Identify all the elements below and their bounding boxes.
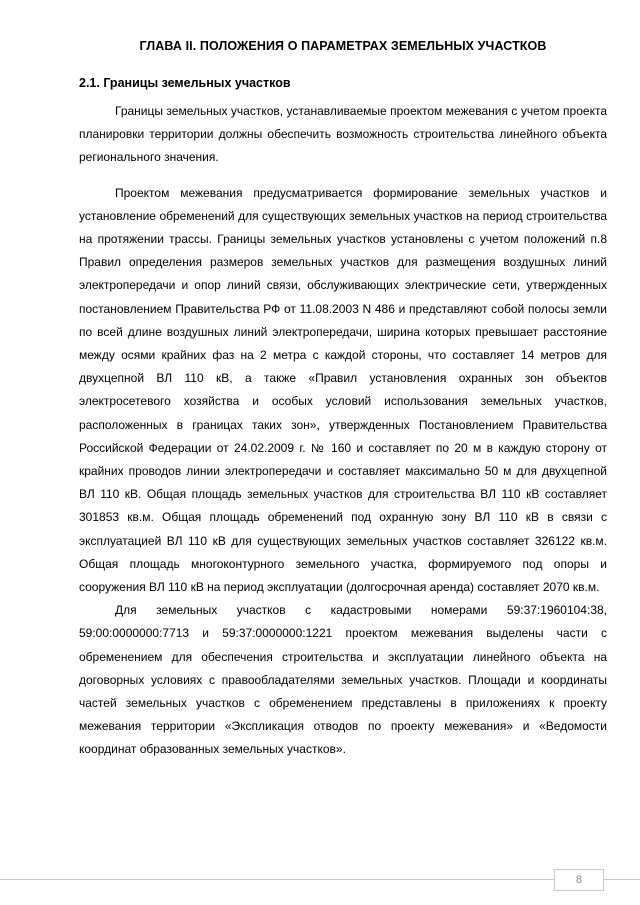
section-title: 2.1. Границы земельных участков (79, 76, 291, 90)
document-page (79, 38, 607, 762)
paragraph-2: Проектом межевания предусматривается формирование земельных участков и установление обременений для существующих земельных участков на период строительства на протяжении трассы. Границы земельных участков установлены с учетом положений п.8 Правил определения размеров земельных участков для размещения воздушных линий электропередачи и опор линий связи, обслуживающих электрические сети, утвержденных постановлением Правительства РФ от 11.08.2003 N 486 и представляют собой полосы земли по всей длине воздушных линий электропередачи, ширина которых превышает расстояние между осями крайних фаз на 2 метра с каждой стороны, что составляет 14 метров для двухцепной ВЛ 110 кВ, а также «Правил установления охранных зон объектов электросетевого хозяйства и особых условий использования земельных участков, расположенных в границах таких зон», утвержденных Постановлением Правительства Российской Федерации от 24.02.2009 г. № 160 и составляет по 20 м в каждую сторону от крайних проводов линии электропередачи и составляет максимально 50 м для двухцепной ВЛ 110 кВ. Общая площадь земельных участков для строительства ВЛ 110 кВ составляет 301853 кв.м. Общая площадь обременений под охранную зону ВЛ 110 кВ в связи с эксплуатацией ВЛ 110 кВ для существующих земельных участков составляет 326122 кв.м. Общая площадь многоконтурного земельного участка, формируемого под опоры и сооружения ВЛ 110 кВ на период эксплуатации (долгосрочная аренда) составляет 2070 кв.м. (79, 185, 607, 595)
chapter-title: ГЛАВА II. ПОЛОЖЕНИЯ О ПАРАМЕТРАХ ЗЕМЕЛЬНЫХ УЧАСТКОВ (139, 39, 547, 53)
paragraph-1: Границы земельных участков, устанавливаемые проектом межевания с учетом проекта планировки территории должны обеспечить возможность строительства линейного объекта регионального значения. (79, 104, 607, 165)
footer-divider (0, 879, 640, 880)
page-number: 8 (554, 869, 604, 891)
paragraph-3: Для земельных участков с кадастровыми номерами 59:37:1960104:38, 59:00:0000000:7713 и 59:37:0000000:1221 проектом межевания выделены части с обременением для обеспечения строительства и эксплуатации линейного объекта на договорных условиях с правообладателями земельных участков. Площади и координаты частей земельных участков с обременением представлены в приложениях к проекту межевания территории «Экспликация отводов по проекту межевания» и «Ведомости координат образованных земельных участков». (79, 603, 607, 757)
